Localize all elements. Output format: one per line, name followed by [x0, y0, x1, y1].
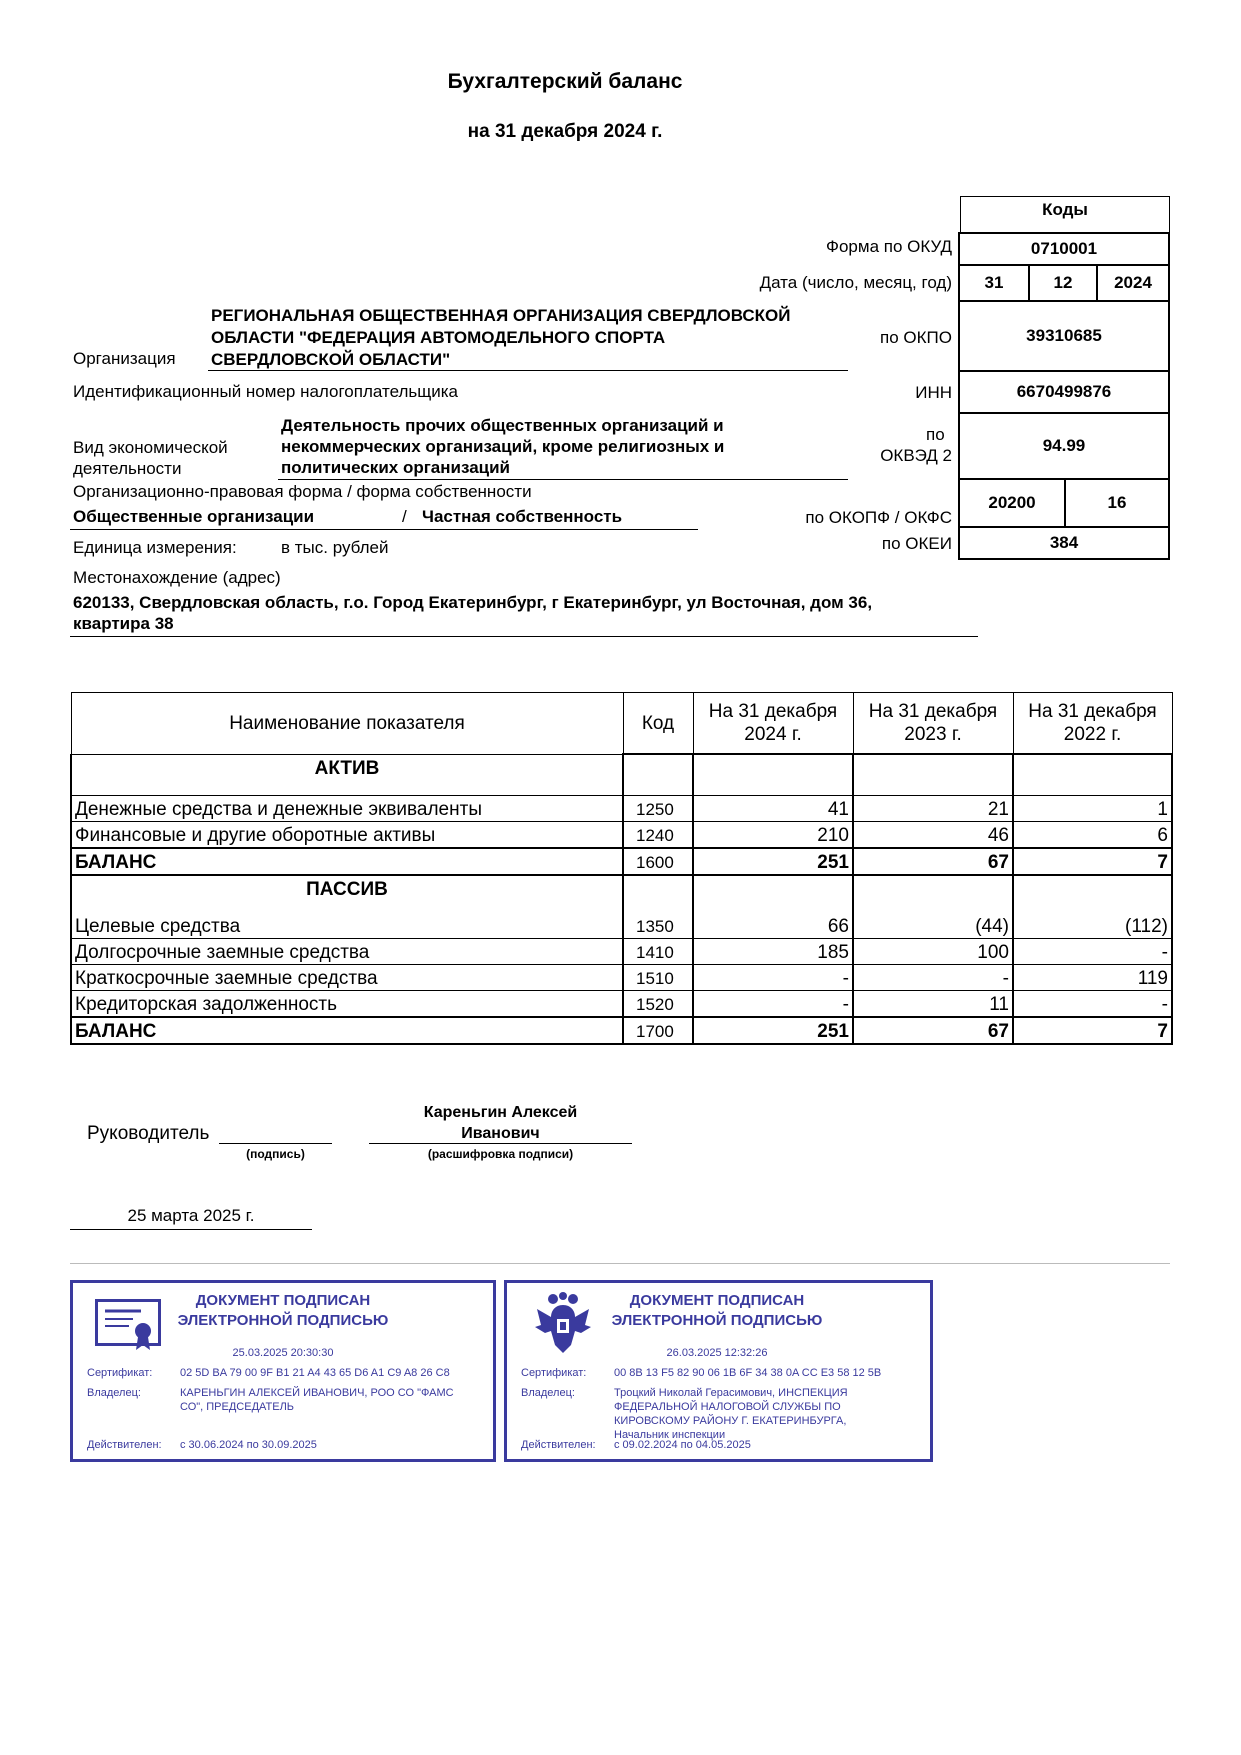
- address-value: 620133, Свердловская область, г.о. Город Екатеринбург, г Екатеринбург, ул Восточная, дом 36, квартира 38: [73, 593, 873, 633]
- okopf-label: по ОКОПФ / ОКФС: [805, 508, 952, 527]
- signer-name-caption: (расшифровка подписи): [427, 1147, 574, 1161]
- activity-underline: [278, 479, 848, 480]
- okved-label-1: по: [926, 425, 945, 444]
- asset-total-row: БАЛАНС 1600 251 67 7: [71, 848, 1172, 875]
- stamp-valid: с 30.06.2024 по 30.09.2025: [180, 1439, 317, 1451]
- okei-value: 384: [958, 526, 1170, 560]
- okfs-value: 16: [1064, 478, 1170, 528]
- okopf-value: 20200: [958, 478, 1066, 528]
- form-separator: /: [402, 507, 407, 526]
- org-name: РЕГИОНАЛЬНАЯ ОБЩЕСТВЕННАЯ ОРГАНИЗАЦИЯ СВЕРДЛОВСКОЙ ОБЛАСТИ "ФЕДЕРАЦИЯ АВТОМОДЕЛЬНОГО СПОРТА СВЕРДЛОВСКОЙ ОБЛАСТИ": [211, 306, 791, 369]
- signer-role: Руководитель: [87, 1123, 210, 1144]
- stamp-title: ДОКУМЕНТ ПОДПИСАН ЭЛЕКТРОННОЙ ПОДПИСЬЮ: [177, 1292, 389, 1329]
- stamp-cert-label: Сертификат:: [521, 1367, 587, 1379]
- e-signature-stamp-director: [70, 1280, 496, 1462]
- legal-form-label: Организационно-правовая форма / форма собственности: [73, 482, 532, 501]
- okpo-value: 39310685: [958, 300, 1170, 372]
- section-row: [71, 754, 1172, 795]
- stamp-cert: 00 8B 13 F5 82 90 06 1B 6F 34 38 0A CC E3 58 12 5B: [614, 1367, 882, 1379]
- balance-table: [70, 692, 1173, 1045]
- address-label: Местонахождение (адрес): [73, 568, 281, 587]
- address-underline: [70, 636, 978, 637]
- signer-name-line: [369, 1143, 632, 1144]
- stamp-cert-label: Сертификат:: [87, 1367, 153, 1379]
- date-day: 31: [958, 264, 1030, 302]
- codes-header: Коды: [1042, 200, 1088, 219]
- report-date: на 31 декабря 2024 г.: [467, 121, 663, 142]
- inn-text: Идентификационный номер налогоплательщика: [73, 382, 458, 401]
- col-header-2024: На 31 декабря 2024 г.: [693, 693, 853, 755]
- table-row: Денежные средства и денежные эквиваленты 1250 41 21 1: [71, 795, 1172, 821]
- col-header-2022: На 31 декабря 2022 г.: [1013, 693, 1172, 755]
- stamp-timestamp: 26.03.2025 12:32:26: [666, 1347, 768, 1359]
- col-header-code: Код: [623, 693, 693, 755]
- signing-date: 25 марта 2025 г.: [127, 1206, 255, 1225]
- org-label: Организация: [73, 349, 176, 368]
- table-row: Финансовые и другие оборотные активы 1240 210 46 6: [71, 821, 1172, 848]
- liab-first-row: ПАССИВ Целевые средства 1350 66 (44) (112): [71, 875, 1172, 939]
- legal-form-underline: [70, 529, 698, 530]
- okud-label: Форма по ОКУД: [826, 237, 952, 256]
- liab-total-row: БАЛАНС 1700 251 67 7: [71, 1017, 1172, 1044]
- date-year: 2024: [1096, 264, 1170, 302]
- okud-value: 0710001: [958, 232, 1170, 266]
- signer-name: Кареньгин Алексей Иванович: [423, 1104, 578, 1142]
- stamp-valid-label: Действителен:: [521, 1439, 596, 1451]
- signature-line: [219, 1143, 332, 1144]
- okved-label-2: ОКВЭД 2: [880, 446, 952, 465]
- stamp-owner: КАРЕНЬГИН АЛЕКСЕЙ ИВАНОВИЧ, РОО СО "ФАМС СО", ПРЕДСЕДАТЕЛЬ: [180, 1387, 454, 1413]
- stamp-owner-label: Владелец:: [521, 1387, 575, 1399]
- legal-form-value: Общественные организации: [73, 507, 315, 526]
- okpo-label: по ОКПО: [880, 328, 952, 347]
- stamp-owner-label: Владелец:: [87, 1387, 141, 1399]
- divider: [70, 1263, 1170, 1264]
- inn-label: ИНН: [915, 383, 952, 402]
- signature-caption: (подпись): [246, 1147, 305, 1161]
- table-row: Кредиторская задолженность 1520 - 11 -: [71, 990, 1172, 1017]
- stamp-valid-label: Действителен:: [87, 1439, 162, 1451]
- unit-label: Единица измерения:: [73, 538, 237, 557]
- table-row: Долгосрочные заемные средства 1410 185 100 -: [71, 938, 1172, 964]
- okei-label: по ОКЕИ: [881, 534, 952, 553]
- signing-date-line: [70, 1229, 312, 1230]
- stamp-valid: с 09.02.2024 по 04.05.2025: [614, 1439, 751, 1451]
- e-signature-stamp-tax: [504, 1280, 933, 1462]
- org-underline: [208, 370, 848, 371]
- unit-value: в тыс. рублей: [281, 538, 389, 557]
- date-month: 12: [1028, 264, 1098, 302]
- section-liab: ПАССИВ: [306, 878, 388, 900]
- col-header-name: Наименование показателя: [71, 693, 623, 755]
- stamp-title: ДОКУМЕНТ ПОДПИСАН ЭЛЕКТРОННОЙ ПОДПИСЬЮ: [611, 1292, 823, 1329]
- table-row: Краткосрочные заемные средства 1510 - - 119: [71, 964, 1172, 990]
- okved-value: 94.99: [958, 412, 1170, 480]
- stamp-timestamp: 25.03.2025 20:30:30: [232, 1347, 334, 1359]
- activity-value: Деятельность прочих общественных организаций и некоммерческих организаций, кроме религиозных и политических организаций: [281, 416, 725, 477]
- activity-label: Вид экономической деятельности: [73, 438, 228, 478]
- section-asset: АКТИВ: [71, 754, 623, 795]
- date-label: Дата (число, месяц, год): [759, 273, 952, 292]
- stamp-cert: 02 5D BA 79 00 9F B1 21 A4 43 65 D6 A1 C9 A8 26 C8: [180, 1367, 450, 1379]
- ownership-value: Частная собственность: [422, 507, 623, 526]
- stamp-owner: Троцкий Николай Герасимович, ИНСПЕКЦИЯ ФЕДЕРАЛЬНОЙ НАЛОГОВОЙ СЛУЖБЫ ПО КИРОВСКОМУ РАЙОНУ Г. ЕКАТЕРИНБУРГА, Начальник инспекции: [614, 1387, 848, 1441]
- col-header-2023: На 31 декабря 2023 г.: [853, 693, 1013, 755]
- inn-value: 6670499876: [958, 370, 1170, 414]
- document-title: Бухгалтерский баланс: [447, 70, 683, 93]
- table-header-row: [71, 693, 1172, 755]
